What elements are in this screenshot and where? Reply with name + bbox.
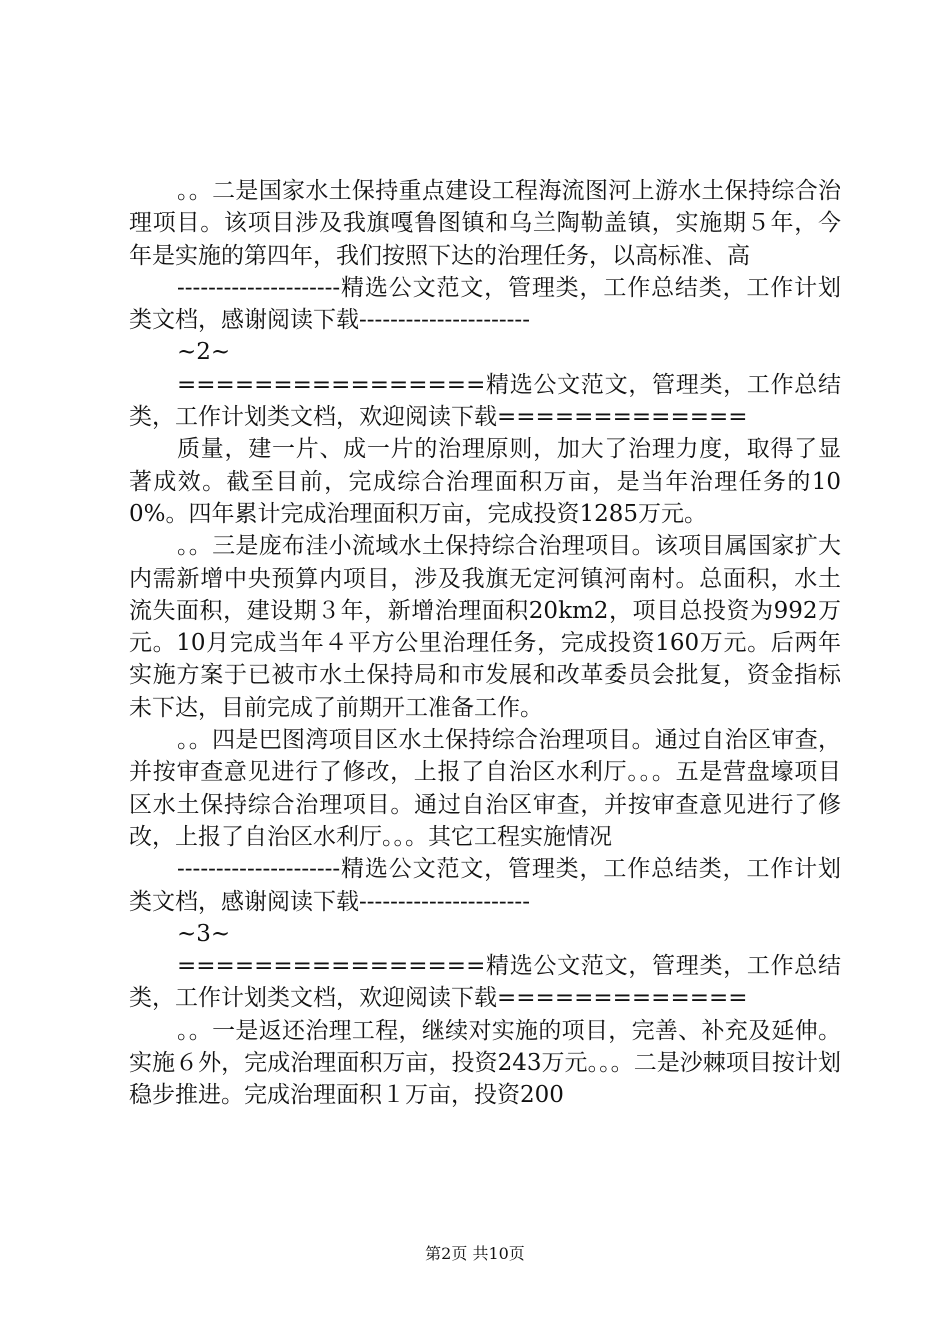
paragraph-project-4-5: 。。四是巴图湾项目区水土保持综合治理项目。通过自治区审查，并按审查意见进行了修改，上报了自治区水利厅。。。五是营盘壕项目区水土保持综合治理项目。通过自治区审查，并按审查意见进行了修改，上报了自治区水利厅。。。其它工程实施情况 — [129, 727, 841, 850]
paragraph-other-projects: 。。一是返还治理工程，继续对实施的项目，完善、补充及延伸。实施６外，完成治理面积万亩，投资243万元。。。二是沙棘项目按计划稳步推进。完成治理面积１万亩，投资200 — [129, 1017, 841, 1109]
page-footer: 第2页 共10页 — [425, 1244, 525, 1263]
paragraph-project-2: 。。二是国家水土保持重点建设工程海流图河上游水土保持综合治理项目。该项目涉及我旗嘎鲁图镇和乌兰陶勒盖镇，实施期５年，今年是实施的第四年，我们按照下达的治理任务，以高标准、高 — [129, 178, 841, 269]
page-marker: ~3~ — [177, 920, 231, 947]
divider-text-thanks: ---------------------精选公文范文，管理类，工作总结类，工作计划类文档，感谢阅读下载---------------------- — [129, 274, 841, 334]
document-body — [129, 175, 841, 1112]
paragraph-project-3: 。。三是庞布洼小流域水土保持综合治理项目。该项目属国家扩大内需新增中央预算内项目，涉及我旗无定河镇河南村。总面积，水土流失面积，建设期３年，新增治理面积20km2，项目总投资为992万元。10月完成当年４平方公里治理任务，完成投资160万元。后两年实施方案于已被市水土保持局和市发展和改革委员会批复，资金指标未下达，目前完成了前期开工准备工作。 — [129, 533, 841, 721]
divider-text-welcome: ================精选公文范文，管理类，工作总结类，工作计划类文档，欢迎阅读下载============= — [129, 371, 841, 431]
divider-text-welcome: ================精选公文范文，管理类，工作总结类，工作计划类文档，欢迎阅读下载============= — [129, 953, 841, 1012]
page-marker: ~2~ — [177, 339, 231, 366]
paragraph-quality: 质量，建一片、成一片的治理原则，加大了治理力度，取得了显著成效。截至目前，完成综合治理面积万亩，是当年治理任务的100%。四年累计完成治理面积万亩，完成投资1285万元。 — [129, 436, 841, 527]
divider-text-thanks: ---------------------精选公文范文，管理类，工作总结类，工作计划类文档，感谢阅读下载---------------------- — [129, 856, 841, 915]
